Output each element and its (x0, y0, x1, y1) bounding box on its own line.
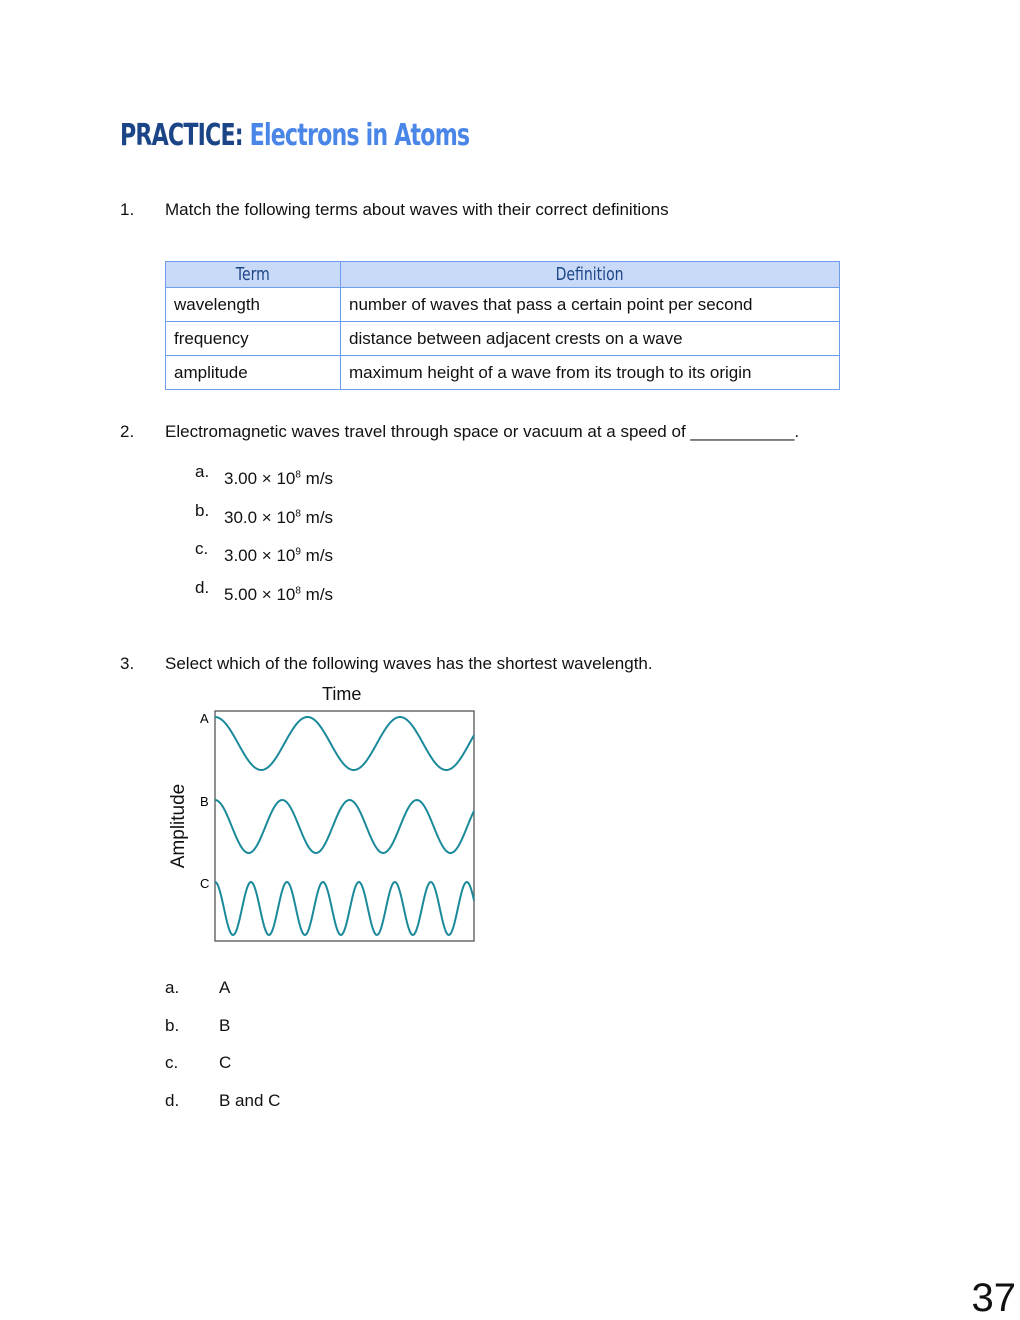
wave-label: C (200, 876, 210, 891)
definition-cell: number of waves that pass a certain point per second (341, 288, 840, 322)
title-topic: Electrons in Atoms (249, 118, 470, 153)
table-row (166, 288, 840, 322)
term-cell: amplitude (166, 356, 341, 390)
question-text: Electromagnetic waves travel through space or vacuum at a speed of ___________. (165, 422, 800, 441)
question-text: Select which of the following waves has the shortest wavelength. (165, 654, 653, 673)
option-letter: c. (165, 1053, 179, 1072)
question-number: 3. (120, 654, 135, 673)
question-number: 2. (120, 422, 135, 441)
question-text: Match the following terms about waves with their correct definitions (165, 200, 669, 219)
x-axis-label: Time (322, 684, 362, 704)
answer-option[interactable]: $30.0 \times 10^8$ m/s (224, 507, 334, 527)
terms-table (165, 261, 840, 390)
page-number: 37 (971, 1276, 1016, 1320)
y-axis-label: Amplitude (168, 783, 189, 869)
wave-diagram (195, 705, 485, 950)
table-row (166, 322, 840, 356)
wave-c (215, 882, 474, 935)
term-cell: frequency (166, 322, 341, 356)
answer-option[interactable]: B and C (219, 1090, 281, 1110)
wave-b (215, 800, 474, 853)
option-letter: a. (195, 462, 210, 481)
option-letter: d. (165, 1090, 180, 1110)
wave-label: B (200, 794, 209, 809)
question-number: 1. (120, 200, 135, 219)
answer-option[interactable]: B (219, 1015, 231, 1035)
table-row (166, 356, 840, 390)
definition-cell: maximum height of a wave from its trough to its origin (341, 356, 840, 390)
answer-option[interactable]: $5.00 \times 10^8$ m/s (224, 585, 334, 605)
wave-a (215, 717, 474, 770)
term-cell: wavelength (166, 288, 341, 322)
title-prefix: PRACTICE: (120, 118, 243, 153)
wave-label: A (200, 711, 209, 726)
answer-option[interactable]: $3.00 \times 10^9$ m/s (224, 546, 334, 566)
header-term: Term (166, 262, 341, 288)
answer-option[interactable]: A (219, 978, 231, 997)
definition-cell: distance between adjacent crests on a wave (341, 322, 840, 356)
option-letter: b. (195, 500, 210, 520)
option-letter: d. (195, 578, 210, 598)
header-definition: Definition (341, 262, 840, 288)
option-letter: c. (195, 539, 209, 559)
answer-option[interactable]: C (219, 1053, 232, 1072)
plot-frame (215, 711, 474, 941)
page-title (120, 118, 469, 153)
option-letter: a. (165, 978, 180, 997)
answer-option[interactable]: $3.00 \times 10^8$ m/s (224, 469, 334, 488)
option-letter: b. (165, 1015, 180, 1035)
